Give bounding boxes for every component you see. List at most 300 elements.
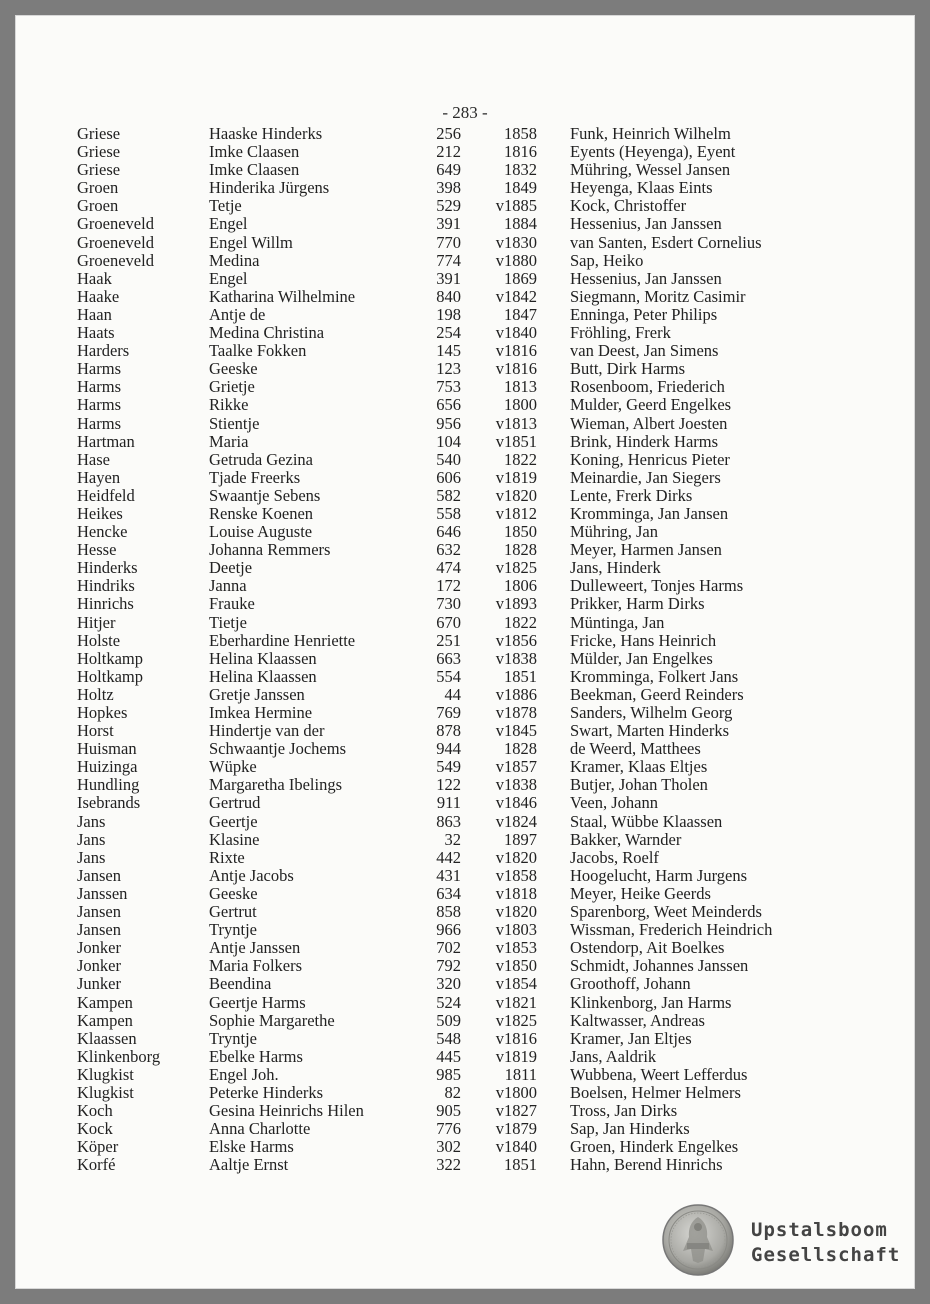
cell-spouse: Sanders, Wilhelm Georg xyxy=(570,703,733,722)
cell-spouse: Funk, Heinrich Wilhelm xyxy=(570,124,731,143)
cell-num: 558 xyxy=(436,503,461,523)
cell-surname: Horst xyxy=(77,721,114,741)
cell-surname: Junker xyxy=(77,974,121,994)
cell-spouse: Klinkenborg, Jan Harms xyxy=(570,992,732,1012)
cell-spouse: van Santen, Esdert Cornelius xyxy=(570,232,762,252)
list-row xyxy=(15,903,915,921)
cell-year: v1825 xyxy=(495,1010,537,1030)
cell-num: 445 xyxy=(436,1046,461,1066)
cell-spouse: Lente, Frerk Dirks xyxy=(570,485,693,505)
cell-year: v1803 xyxy=(495,920,537,940)
upstalsboom-seal-icon xyxy=(661,1203,735,1277)
cell-year: v1854 xyxy=(495,974,537,994)
cell-given: Engel xyxy=(209,214,248,234)
cell-year: v1846 xyxy=(495,793,537,813)
cell-surname: Harders xyxy=(77,341,130,361)
cell-given: Johanna Remmers xyxy=(209,540,331,560)
cell-spouse: Prikker, Harm Dirks xyxy=(570,594,705,614)
cell-year: v1820 xyxy=(495,902,537,922)
cell-spouse: Ostendorp, Ait Boelkes xyxy=(570,938,725,958)
cell-given: Beendina xyxy=(209,974,272,994)
list-row xyxy=(15,758,915,776)
cell-surname: Köper xyxy=(77,1137,119,1157)
cell-spouse: Wieman, Albert Joesten xyxy=(570,413,728,433)
cell-surname: Griese xyxy=(77,160,121,180)
cell-year: v1816 xyxy=(495,341,537,361)
cell-num: 792 xyxy=(436,956,461,976)
cell-spouse: Enninga, Peter Philips xyxy=(570,304,718,324)
list-row xyxy=(15,270,915,288)
brand-line-1: Upstalsboom xyxy=(751,1219,888,1241)
cell-spouse: Swart, Marten Hinderks xyxy=(570,721,730,741)
cell-num: 632 xyxy=(436,540,461,560)
cell-year: 1822 xyxy=(504,449,537,469)
cell-year: v1856 xyxy=(495,630,537,650)
cell-surname: Kampen xyxy=(77,992,133,1012)
cell-year: 1813 xyxy=(504,377,537,397)
list-row xyxy=(15,885,915,903)
cell-year: v1857 xyxy=(495,757,537,777)
cell-num: 442 xyxy=(436,847,461,867)
cell-num: 905 xyxy=(436,1101,461,1121)
list-row xyxy=(15,324,915,342)
cell-year: 1884 xyxy=(504,214,537,234)
cell-year: v1850 xyxy=(495,956,537,976)
cell-surname: Haak xyxy=(77,268,112,288)
cell-num: 302 xyxy=(436,1137,461,1157)
list-row xyxy=(15,867,915,885)
cell-year: v1878 xyxy=(495,703,537,722)
cell-year: v1821 xyxy=(495,992,537,1012)
cell-given: Schwaantje Jochems xyxy=(209,739,347,759)
list-row xyxy=(15,849,915,867)
cell-surname: Holtz xyxy=(77,684,114,704)
cell-year: v1858 xyxy=(495,865,537,885)
cell-surname: Klugkist xyxy=(77,1064,134,1084)
list-row xyxy=(15,125,915,143)
cell-given: Eberhardine Henriette xyxy=(209,630,356,650)
cell-given: Peterke Hinderks xyxy=(209,1082,324,1102)
cell-year: 1832 xyxy=(504,160,537,180)
list-row xyxy=(15,179,915,197)
cell-given: Stientje xyxy=(209,413,260,433)
cell-num: 774 xyxy=(436,250,461,270)
cell-surname: Hundling xyxy=(77,775,140,795)
cell-year: v1827 xyxy=(495,1101,537,1121)
cell-given: Helina Klaassen xyxy=(209,648,317,668)
cell-year: 1828 xyxy=(504,739,537,759)
cell-num: 634 xyxy=(436,883,461,903)
list-row xyxy=(15,921,915,939)
cell-num: 212 xyxy=(436,142,461,162)
cell-surname: Heidfeld xyxy=(77,485,135,505)
cell-surname: Jans xyxy=(77,811,106,831)
cell-spouse: Fröhling, Frerk xyxy=(570,323,671,343)
cell-num: 776 xyxy=(436,1119,461,1139)
cell-num: 656 xyxy=(436,395,461,415)
cell-given: Gesina Heinrichs Hilen xyxy=(209,1101,364,1121)
cell-num: 391 xyxy=(436,214,461,234)
cell-surname: Hencke xyxy=(77,522,128,542)
list-row xyxy=(15,252,915,270)
cell-surname: Hayen xyxy=(77,467,121,487)
list-row xyxy=(15,469,915,487)
cell-spouse: Bakker, Warnder xyxy=(570,829,682,849)
cell-spouse: Beekman, Geerd Reinders xyxy=(570,684,744,704)
cell-year: v1840 xyxy=(495,1137,537,1157)
cell-surname: Groeneveld xyxy=(77,232,154,252)
cell-given: Antje de xyxy=(209,304,266,324)
cell-given: Tryntje xyxy=(209,920,257,940)
cell-given: Rikke xyxy=(209,395,249,415)
cell-num: 582 xyxy=(436,485,461,505)
cell-year: v1838 xyxy=(495,775,537,795)
cell-given: Grietje xyxy=(209,377,255,397)
cell-surname: Jansen xyxy=(77,865,121,885)
cell-num: 44 xyxy=(444,684,461,704)
list-row xyxy=(15,831,915,849)
cell-surname: Hase xyxy=(77,449,110,469)
cell-year: 1897 xyxy=(504,829,537,849)
cell-num: 548 xyxy=(436,1028,461,1048)
cell-surname: Jonker xyxy=(77,956,121,976)
page-number: - 283 - xyxy=(442,103,488,122)
list-row xyxy=(15,1156,915,1174)
cell-surname: Koch xyxy=(77,1101,113,1121)
cell-year: v1885 xyxy=(495,196,537,216)
cell-surname: Hesse xyxy=(77,540,117,560)
cell-num: 956 xyxy=(436,413,461,433)
cell-year: v1825 xyxy=(495,558,537,578)
cell-surname: Haats xyxy=(77,323,115,343)
cell-year: v1824 xyxy=(495,811,537,831)
cell-given: Aaltje Ernst xyxy=(209,1155,289,1175)
cell-surname: Harms xyxy=(77,359,121,379)
list-row xyxy=(15,1102,915,1120)
list-row xyxy=(15,197,915,215)
cell-spouse: Sap, Jan Hinderks xyxy=(570,1119,690,1139)
cell-num: 123 xyxy=(436,359,461,379)
cell-surname: Holste xyxy=(77,630,121,650)
cell-spouse: Jacobs, Roelf xyxy=(570,847,659,867)
cell-year: 1811 xyxy=(504,1064,537,1084)
cell-num: 730 xyxy=(436,594,461,614)
cell-spouse: Jans, Hinderk xyxy=(570,558,661,578)
cell-surname: Groeneveld xyxy=(77,250,154,270)
cell-given: Helina Klaassen xyxy=(209,666,317,686)
cell-spouse: Mühring, Jan xyxy=(570,522,658,542)
cell-year: v1830 xyxy=(495,232,537,252)
cell-year: v1820 xyxy=(495,847,537,867)
cell-surname: Isebrands xyxy=(77,793,141,813)
cell-surname: Huisman xyxy=(77,739,137,759)
cell-surname: Holtkamp xyxy=(77,648,143,668)
cell-surname: Groeneveld xyxy=(77,214,154,234)
cell-given: Haaske Hinderks xyxy=(209,124,323,143)
cell-given: Hindertje van der xyxy=(209,721,325,741)
cell-num: 398 xyxy=(436,178,461,198)
cell-year: v1879 xyxy=(495,1119,537,1139)
cell-num: 529 xyxy=(436,196,461,216)
list-row xyxy=(15,143,915,161)
cell-num: 509 xyxy=(436,1010,461,1030)
cell-spouse: Kramer, Klaas Eltjes xyxy=(570,757,708,777)
cell-given: Antje Jacobs xyxy=(209,865,294,885)
cell-num: 606 xyxy=(436,467,461,487)
cell-surname: Griese xyxy=(77,142,121,162)
list-row xyxy=(15,396,915,414)
cell-surname: Hinrichs xyxy=(77,594,134,614)
cell-given: Imke Claasen xyxy=(209,142,300,162)
cell-spouse: Hahn, Berend Hinrichs xyxy=(570,1155,723,1175)
cell-surname: Huizinga xyxy=(77,757,138,777)
cell-surname: Klinkenborg xyxy=(77,1046,161,1066)
cell-num: 322 xyxy=(436,1155,461,1175)
cell-spouse: Hessenius, Jan Janssen xyxy=(570,214,722,234)
list-row xyxy=(15,342,915,360)
cell-spouse: Brink, Hinderk Harms xyxy=(570,431,719,451)
list-row xyxy=(15,1138,915,1156)
cell-given: Imkea Hermine xyxy=(209,703,313,722)
cell-given: Medina Christina xyxy=(209,323,325,343)
cell-given: Janna xyxy=(209,576,247,596)
list-row xyxy=(15,288,915,306)
cell-surname: Klaassen xyxy=(77,1028,137,1048)
cell-spouse: Kaltwasser, Andreas xyxy=(570,1010,705,1030)
list-row xyxy=(15,632,915,650)
list-row xyxy=(15,1066,915,1084)
list-row xyxy=(15,1120,915,1138)
list-row xyxy=(15,722,915,740)
cell-num: 320 xyxy=(436,974,461,994)
cell-spouse: Wissman, Frederich Heindrich xyxy=(570,920,773,940)
cell-spouse: Meinardie, Jan Siegers xyxy=(570,467,721,487)
cell-num: 540 xyxy=(436,449,461,469)
cell-surname: Hitjer xyxy=(77,612,116,632)
cell-spouse: Jans, Aaldrik xyxy=(570,1046,657,1066)
cell-year: v1812 xyxy=(495,503,537,523)
cell-surname: Jonker xyxy=(77,938,121,958)
cell-given: Hinderika Jürgens xyxy=(209,178,330,198)
cell-num: 82 xyxy=(444,1082,461,1102)
cell-surname: Heikes xyxy=(77,503,123,523)
cell-year: 1849 xyxy=(504,178,537,198)
document-page xyxy=(15,15,915,1289)
cell-num: 769 xyxy=(436,703,461,722)
list-row xyxy=(15,975,915,993)
cell-num: 172 xyxy=(436,576,461,596)
cell-spouse: Hoogelucht, Harm Jurgens xyxy=(570,865,748,885)
cell-year: v1819 xyxy=(495,467,537,487)
list-row xyxy=(15,776,915,794)
cell-given: Renske Koenen xyxy=(209,503,314,523)
cell-num: 251 xyxy=(436,630,461,650)
list-row xyxy=(15,1012,915,1030)
cell-surname: Hartman xyxy=(77,431,135,451)
cell-num: 944 xyxy=(436,739,461,759)
cell-given: Gertrud xyxy=(209,793,261,813)
cell-given: Ebelke Harms xyxy=(209,1046,303,1066)
cell-year: v1838 xyxy=(495,648,537,668)
cell-given: Geertje Harms xyxy=(209,992,306,1012)
cell-spouse: Mülder, Jan Engelkes xyxy=(570,648,713,668)
cell-num: 431 xyxy=(436,865,461,885)
cell-given: Geeske xyxy=(209,883,258,903)
cell-surname: Holtkamp xyxy=(77,666,143,686)
list-row xyxy=(15,505,915,523)
cell-given: Deetje xyxy=(209,558,253,578)
cell-given: Elske Harms xyxy=(209,1137,294,1157)
genealogy-list xyxy=(15,125,915,1174)
cell-given: Katharina Wilhelmine xyxy=(209,286,356,306)
cell-year: v1880 xyxy=(495,250,537,270)
cell-surname: Groen xyxy=(77,196,119,216)
cell-given: Tjade Freerks xyxy=(209,467,301,487)
cell-spouse: Kromminga, Folkert Jans xyxy=(570,666,739,686)
cell-num: 256 xyxy=(436,124,461,143)
cell-num: 646 xyxy=(436,522,461,542)
list-row xyxy=(15,541,915,559)
cell-given: Gertrut xyxy=(209,902,257,922)
cell-spouse: Butt, Dirk Harms xyxy=(570,359,686,379)
cell-spouse: Hessenius, Jan Janssen xyxy=(570,268,722,288)
cell-spouse: Mulder, Geerd Engelkes xyxy=(570,395,732,415)
cell-given: Engel Willm xyxy=(209,232,293,252)
cell-spouse: Koning, Henricus Pieter xyxy=(570,449,730,469)
cell-num: 863 xyxy=(436,811,461,831)
cell-num: 966 xyxy=(436,920,461,940)
list-row xyxy=(15,957,915,975)
cell-spouse: de Weerd, Matthees xyxy=(570,739,701,759)
cell-spouse: Butjer, Johan Tholen xyxy=(570,775,708,795)
cell-spouse: Boelsen, Helmer Helmers xyxy=(570,1082,741,1102)
cell-surname: Harms xyxy=(77,395,121,415)
cell-surname: Harms xyxy=(77,377,121,397)
cell-num: 649 xyxy=(436,160,461,180)
cell-spouse: Dulleweert, Tonjes Harms xyxy=(570,576,744,596)
cell-year: v1820 xyxy=(495,485,537,505)
cell-year: v1819 xyxy=(495,1046,537,1066)
cell-surname: Jans xyxy=(77,847,106,867)
brand-line-2: Gesellschaft xyxy=(751,1244,901,1266)
cell-given: Sophie Margarethe xyxy=(209,1010,335,1030)
cell-given: Maria Folkers xyxy=(209,956,303,976)
cell-year: v1893 xyxy=(495,594,537,614)
cell-surname: Harms xyxy=(77,413,121,433)
cell-year: 1858 xyxy=(504,124,537,143)
list-row xyxy=(15,523,915,541)
cell-surname: Groen xyxy=(77,178,119,198)
cell-year: 1828 xyxy=(504,540,537,560)
cell-surname: Jansen xyxy=(77,902,121,922)
cell-year: v1845 xyxy=(495,721,537,741)
cell-surname: Jans xyxy=(77,829,106,849)
cell-num: 702 xyxy=(436,938,461,958)
cell-num: 474 xyxy=(436,558,461,578)
cell-given: Medina xyxy=(209,250,260,270)
list-row xyxy=(15,704,915,722)
cell-given: Louise Auguste xyxy=(209,522,313,542)
cell-spouse: Mühring, Wessel Jansen xyxy=(570,160,731,180)
cell-num: 198 xyxy=(436,304,461,324)
list-row xyxy=(15,813,915,831)
cell-num: 104 xyxy=(436,431,461,451)
cell-num: 840 xyxy=(436,286,461,306)
cell-year: 1847 xyxy=(504,304,537,324)
list-row xyxy=(15,740,915,758)
cell-surname: Kock xyxy=(77,1119,113,1139)
cell-spouse: Groen, Hinderk Engelkes xyxy=(570,1137,739,1157)
cell-given: Maria xyxy=(209,431,249,451)
list-row xyxy=(15,306,915,324)
cell-given: Margaretha Ibelings xyxy=(209,775,343,795)
cell-year: 1851 xyxy=(504,666,537,686)
cell-spouse: Meyer, Heike Geerds xyxy=(570,883,711,903)
list-row xyxy=(15,686,915,704)
cell-given: Klasine xyxy=(209,829,260,849)
list-row xyxy=(15,433,915,451)
cell-num: 122 xyxy=(436,775,461,795)
brand-text xyxy=(751,1218,900,1268)
cell-num: 554 xyxy=(436,666,461,686)
list-row xyxy=(15,794,915,812)
cell-spouse: Staal, Wübbe Klaassen xyxy=(570,811,723,831)
cell-num: 663 xyxy=(436,648,461,668)
list-row xyxy=(15,559,915,577)
cell-surname: Hinderks xyxy=(77,558,138,578)
cell-year: 1800 xyxy=(504,395,537,415)
list-row xyxy=(15,668,915,686)
list-row xyxy=(15,487,915,505)
list-row xyxy=(15,1084,915,1102)
list-row xyxy=(15,577,915,595)
cell-given: Taalke Fokken xyxy=(209,341,307,361)
cell-spouse: Rosenboom, Friederich xyxy=(570,377,725,397)
list-row xyxy=(15,234,915,252)
cell-given: Wüpke xyxy=(209,757,257,777)
cell-year: 1816 xyxy=(504,142,537,162)
cell-given: Frauke xyxy=(209,594,255,614)
cell-num: 549 xyxy=(436,757,461,777)
cell-surname: Haake xyxy=(77,286,120,306)
cell-given: Engel Joh. xyxy=(209,1064,279,1084)
cell-spouse: van Deest, Jan Simens xyxy=(570,341,719,361)
cell-given: Getruda Gezina xyxy=(209,449,313,469)
list-row xyxy=(15,939,915,957)
cell-spouse: Groothoff, Johann xyxy=(570,974,691,994)
cell-num: 145 xyxy=(436,341,461,361)
cell-year: v1842 xyxy=(495,286,537,306)
cell-surname: Griese xyxy=(77,124,121,143)
list-row xyxy=(15,451,915,469)
cell-num: 32 xyxy=(444,829,461,849)
cell-spouse: Sparenborg, Weet Meinderds xyxy=(570,902,762,922)
cell-year: 1850 xyxy=(504,522,537,542)
list-row xyxy=(15,360,915,378)
cell-year: v1853 xyxy=(495,938,537,958)
cell-year: v1851 xyxy=(495,431,537,451)
cell-spouse: Sap, Heiko xyxy=(570,250,644,270)
cell-spouse: Kock, Christoffer xyxy=(570,196,687,216)
cell-spouse: Kramer, Jan Eltjes xyxy=(570,1028,692,1048)
cell-given: Anna Charlotte xyxy=(209,1119,311,1139)
cell-given: Tietje xyxy=(209,612,247,632)
cell-year: v1800 xyxy=(495,1082,537,1102)
cell-surname: Hindriks xyxy=(77,576,135,596)
list-row xyxy=(15,215,915,233)
cell-spouse: Heyenga, Klaas Eints xyxy=(570,178,713,198)
cell-spouse: Fricke, Hans Heinrich xyxy=(570,630,717,650)
